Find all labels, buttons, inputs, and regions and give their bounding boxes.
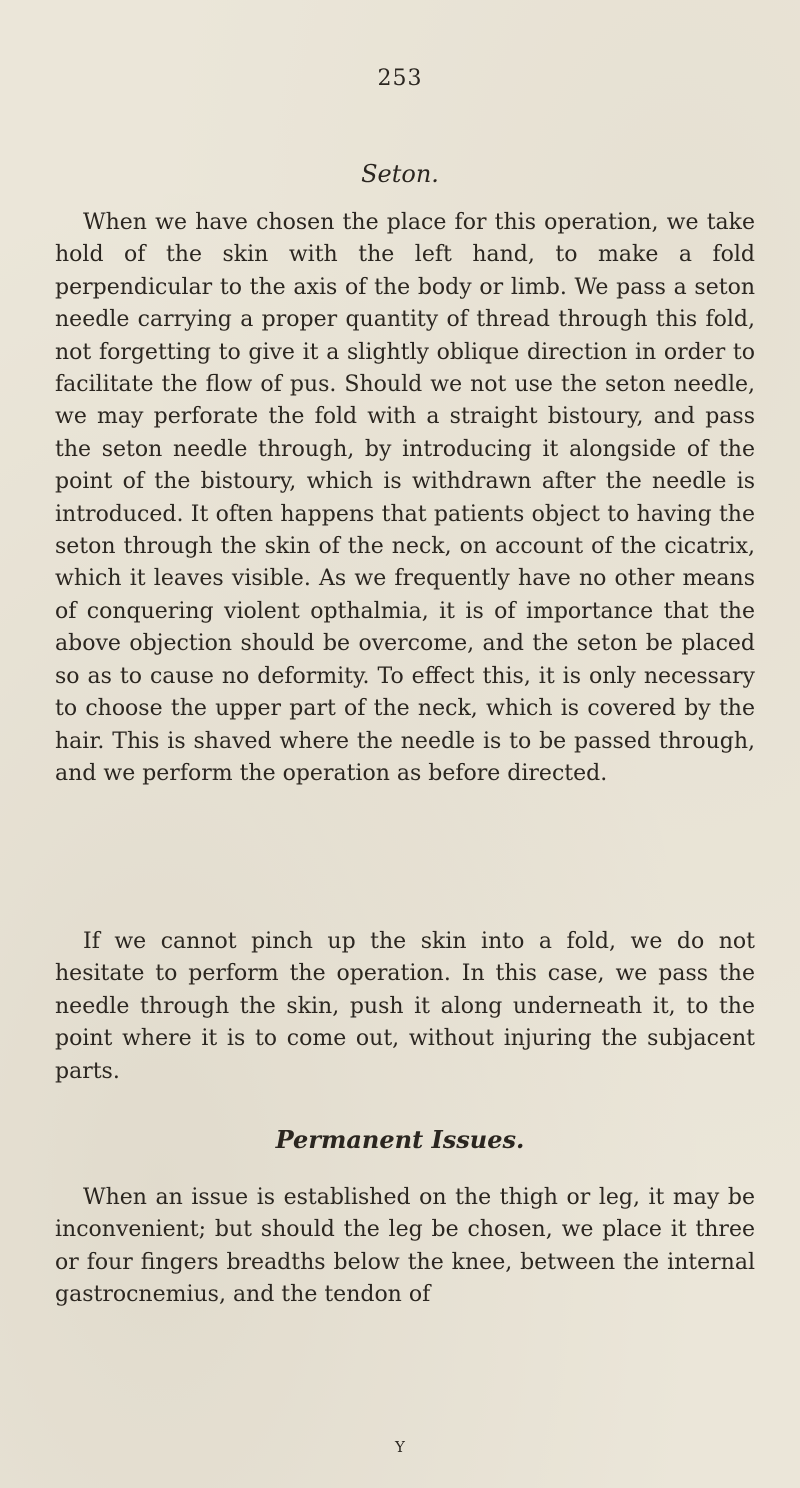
paragraph-seton-procedure: When we have chosen the place for this operation, we take hold of the skin with the left hand, to make a fold perpendicular to the axis of the body or limb. We pass a seton needle carrying a proper quantity of thread through this fold, not forgetting to give it a slightly oblique direction in order to facilitate the flow of pus. Should we not use the seton needle, we may perforate the fold with a straight bistoury, and pass the seton needle through, by introducing it alongside of the point of the bistoury, which is withdrawn after the needle is introduced. It often happens that patients object to having the seton through the skin of the neck, on account of the cicatrix, which it leaves visible. As we frequently have no other means of conquering violent opthalmia, it is of importance that the above objection should be overcome, and the seton be placed so as to cause no deformity. To effect this, it is only necessary to choose the upper part of the neck, which is covered by the hair. This is shaved where the needle is to be passed through, and we perform the operation as before directed.	[55, 210, 755, 786]
page-number: 253	[377, 66, 423, 91]
signature-mark: Y	[395, 1438, 405, 1456]
paragraph-permanent-issues: When an issue is established on the thigh or leg, it may be inconvenient; but should the leg be chosen, we place it three or four fingers breadths below the knee, between the internal gastrocnemius, and the tendon of	[55, 1185, 755, 1308]
section-heading-permanent-issues: Permanent Issues.	[275, 1125, 525, 1154]
paragraph-seton-no-fold: If we cannot pinch up the skin into a fold, we do not hesitate to perform the operation. In this case, we pass the needle through the skin, push it along underneath it, to the point where it is to come out, without injuring the subjacent parts.	[55, 929, 755, 1084]
section-heading-seton: Seton.	[361, 160, 439, 188]
